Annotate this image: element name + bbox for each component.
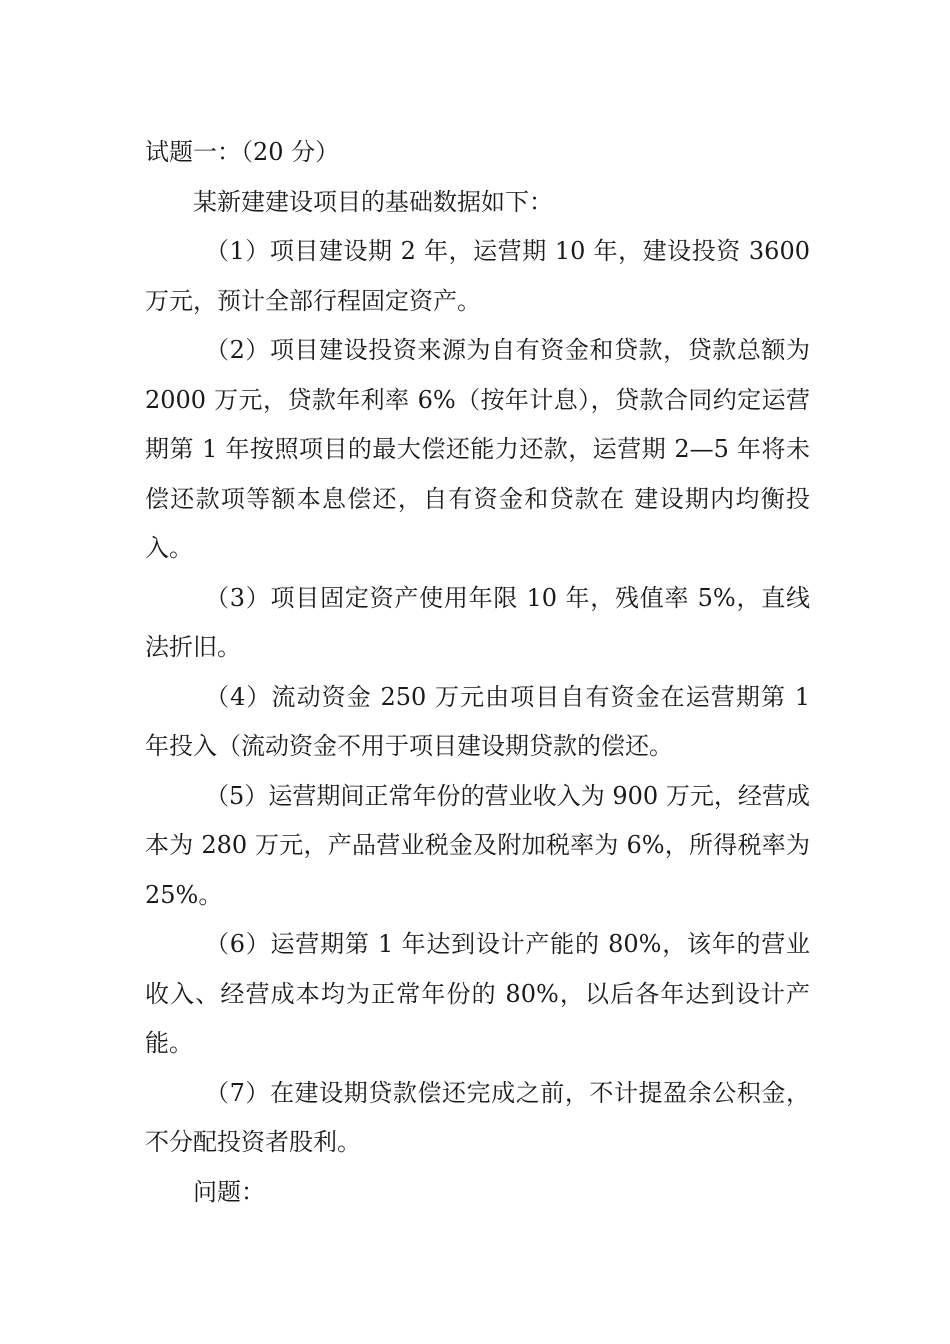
condition-item-2: （2）项目建设投资来源为自有资金和贷款，贷款总额为 2000 万元，贷款年利率 6%（按年计息），贷款合同约定运营期第 1 年按照项目的最大偿还能力还款，运营期 2—5 年将未偿还款项等额本息偿还，自有资金和贷款在 建设期内均衡投入。 [145,336,810,562]
condition-item-3: （3）项目固定资产使用年限 10 年，残值率 5%，直线法折旧。 [145,583,810,661]
condition-item-4: （4）流动资金 250 万元由项目自有资金在运营期第 1 年投入（流动资金不用于项目建设期贷款的偿还。 [145,682,810,760]
condition-item-5: （5）运营期间正常年份的营业收入为 900 万元，经营成本为 280 万元，产品营业税金及附加税率为 6%，所得税率为 25%。 [145,781,810,909]
condition-item-7: （7）在建设期贷款偿还完成之前，不计提盈余公积金，不分配投资者股利。 [145,1078,810,1156]
condition-item-1: （1）项目建设期 2 年，运营期 10 年，建设投资 3600 万元，预计全部行程固定资产。 [145,237,810,315]
condition-item-6: （6）运营期第 1 年达到设计产能的 80%，该年的营业收入、经营成本均为正常年份的 80%，以后各年达到设计产能。 [145,930,810,1057]
intro-paragraph: 某新建建设项目的基础数据如下： [193,187,553,216]
question-label: 问题： [193,1177,265,1206]
exam-question-title: 试题一：（20 分） [145,138,340,166]
document-body [145,128,810,1217]
